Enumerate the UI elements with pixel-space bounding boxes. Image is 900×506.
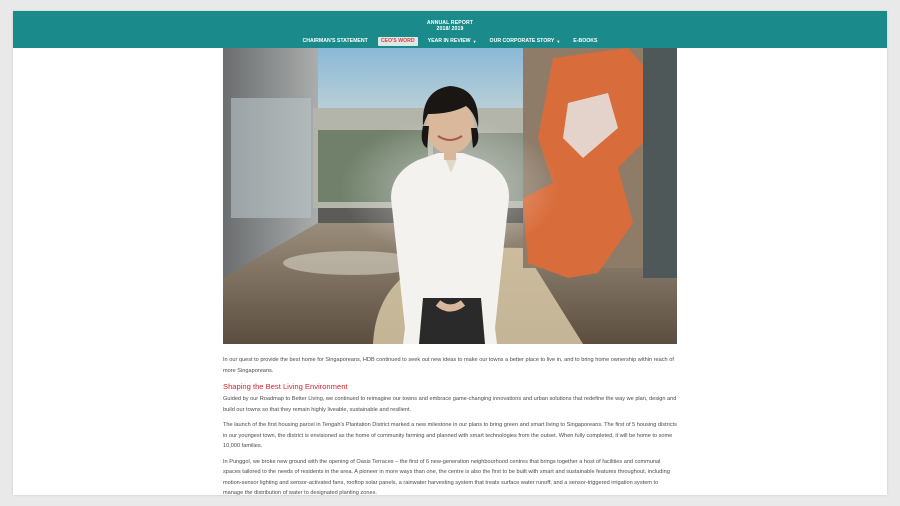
article-body [223,355,677,495]
nav-label: CHAIRMAN'S STATEMENT [302,38,368,44]
section-heading: Shaping the Best Living Environment [223,382,348,391]
site-logo[interactable] [13,20,887,32]
nav-label: OUR CORPORATE STORY [489,38,555,44]
report-year: 2018/ 2019 [436,26,464,32]
report-title: ANNUAL REPORT [426,20,474,26]
nav-e-books[interactable] [570,37,600,46]
site-header [13,11,887,48]
body-paragraph: In Punggol, we broke new ground with the opening of Oasis Terraces – the first of 6 new-generation neighbourhood centres that brings together a host of facilities and communal spaces tailored to the needs of residents in the area. A pioneer in more ways than one, the centre is also the first to be built with smart and sustainable features throughout, including motion-sensor lighting and sensor-activated fans, rooftop solar panels, a rainwater harvesting system that treats surface water runoff, and a sensor-triggered irrigation system to manage the distribution of water to designated planting zones. [223,458,670,495]
nav-label: YEAR IN REVIEW [427,38,471,44]
ceo-portrait-photo [223,48,677,344]
nav-label: CEO'S WORD [380,38,415,44]
nav-our-corporate-story[interactable] [487,37,564,46]
body-paragraph: Guided by our Roadmap to Better Living, we continued to reimagine our towns and embrace game-changing innovations and urban solutions that redefine the way we plan, design and build our towns so that they remain highly liveable, sustainable and resilient. [223,396,677,413]
portrait-image [223,48,677,344]
intro-paragraph: In our quest to provide the best home for Singaporeans, HDB continued to seek out new ideas to make our towns a better place to live in, and to bring home ownership within reach of more Singaporeans. [223,357,674,374]
nav-chairmans-statement[interactable] [300,37,371,46]
chevron-down-icon: ▼ [556,39,561,44]
nav-year-in-review[interactable] [425,37,480,46]
main-nav [13,37,887,46]
nav-label: E-BOOKS [573,38,598,44]
body-paragraph: The launch of the first housing parcel in Tengah's Plantation District marked a new milestone in our plans to bring green and smart living to Singaporeans. The first of 5 housing districts in our youngest town, the district is envisioned as the home of community farming and planned with smart technologies from the outset. When fully completed, it will be home to some 10,000 families. [223,422,677,449]
nav-ceos-word[interactable] [378,37,418,46]
browser-viewport [13,11,887,495]
chevron-down-icon: ▼ [472,39,477,44]
